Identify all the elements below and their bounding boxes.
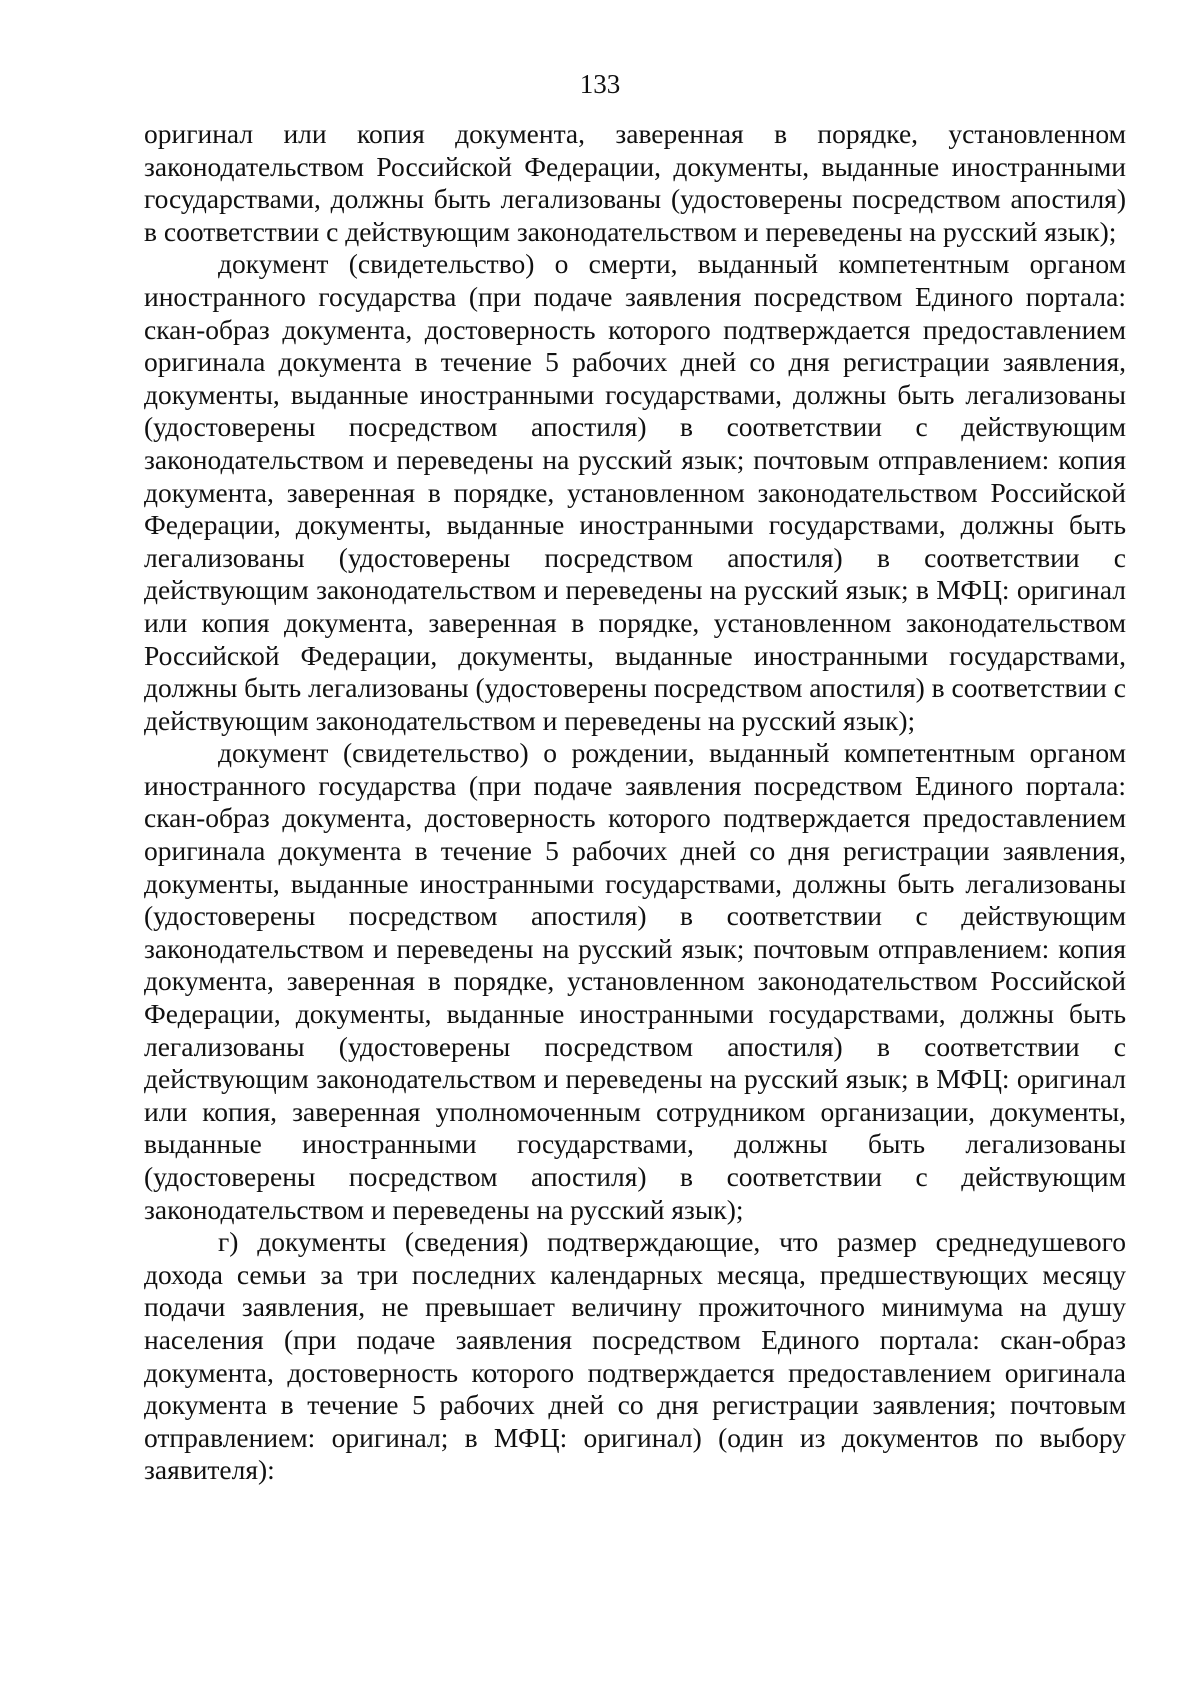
paragraph-birth-certificate: документ (свидетельство) о рождении, выданный компетентным органом иностранного государства (при подаче заявления посредством Единого портала: скан-образ документа, достоверность которого подтверждается предоставлением оригинала документа в течение 5 рабочих дней со дня регистрации заявления, документы, выданные иностранными государствами, должны быть легализованы (удостоверены посредством апостиля) в соответствии с действующим законодательством и переведены на русский язык; почтовым отправлением: копия документа, заверенная в порядке, установленном законодательством Российской Федерации, документы, выданные иностранными государствами, должны быть легализованы (удостоверены посредством апостиля) в соответствии с действующим законодательством и переведены на русский язык; в МФЦ: оригинал или копия, заверенная уполномоченным сотрудником организации, документы, выданные иностранными государствами, должны быть легализованы (удостоверены посредством апостиля) в соответствии с действующим законодательством и переведены на русский язык); [144,737,1126,1225]
paragraph-death-certificate: документ (свидетельство) о смерти, выданный компетентным органом иностранного государства (при подаче заявления посредством Единого портала: скан-образ документа, достоверность которого подтверждается предоставлением оригинала документа в течение 5 рабочих дней со дня регистрации заявления, документы, выданные иностранными государствами, должны быть легализованы (удостоверены посредством апостиля) в соответствии с действующим законодательством и переведены на русский язык; почтовым отправлением: копия документа, заверенная в порядке, установленном законодательством Российской Федерации, документы, выданные иностранными государствами, должны быть легализованы (удостоверены посредством апостиля) в соответствии с действующим законодательством и переведены на русский язык; в МФЦ: оригинал или копия документа, заверенная в порядке, установленном законодательством Российской Федерации, документы, выданные иностранными государствами, должны быть легализованы (удостоверены посредством апостиля) в соответствии с действующим законодательством и переведены на русский язык); [144,248,1126,736]
page-number: 133 [579,69,621,99]
paragraph-income-documents: г) документы (сведения) подтверждающие, что размер среднедушевого дохода семьи за три последних календарных месяца, предшествующих месяцу подачи заявления, не превышает величину прожиточного минимума на душу населения (при подаче заявления посредством Единого портала: скан-образ документа, достоверность которого подтверждается предоставлением оригинала документа в течение 5 рабочих дней со дня регистрации заявления; почтовым отправлением: оригинал; в МФЦ: оригинал) (один из документов по выбору заявителя): [144,1226,1126,1486]
document-body [144,118,1126,1487]
paragraph-original-copy-continuation: оригинал или копия документа, заверенная в порядке, установленном законодательством Российской Федерации, документы, выданные иностранными государствами, должны быть легализованы (удостоверены посредством апостиля) в соответствии с действующим законодательством и переведены на русский язык); [144,118,1126,247]
